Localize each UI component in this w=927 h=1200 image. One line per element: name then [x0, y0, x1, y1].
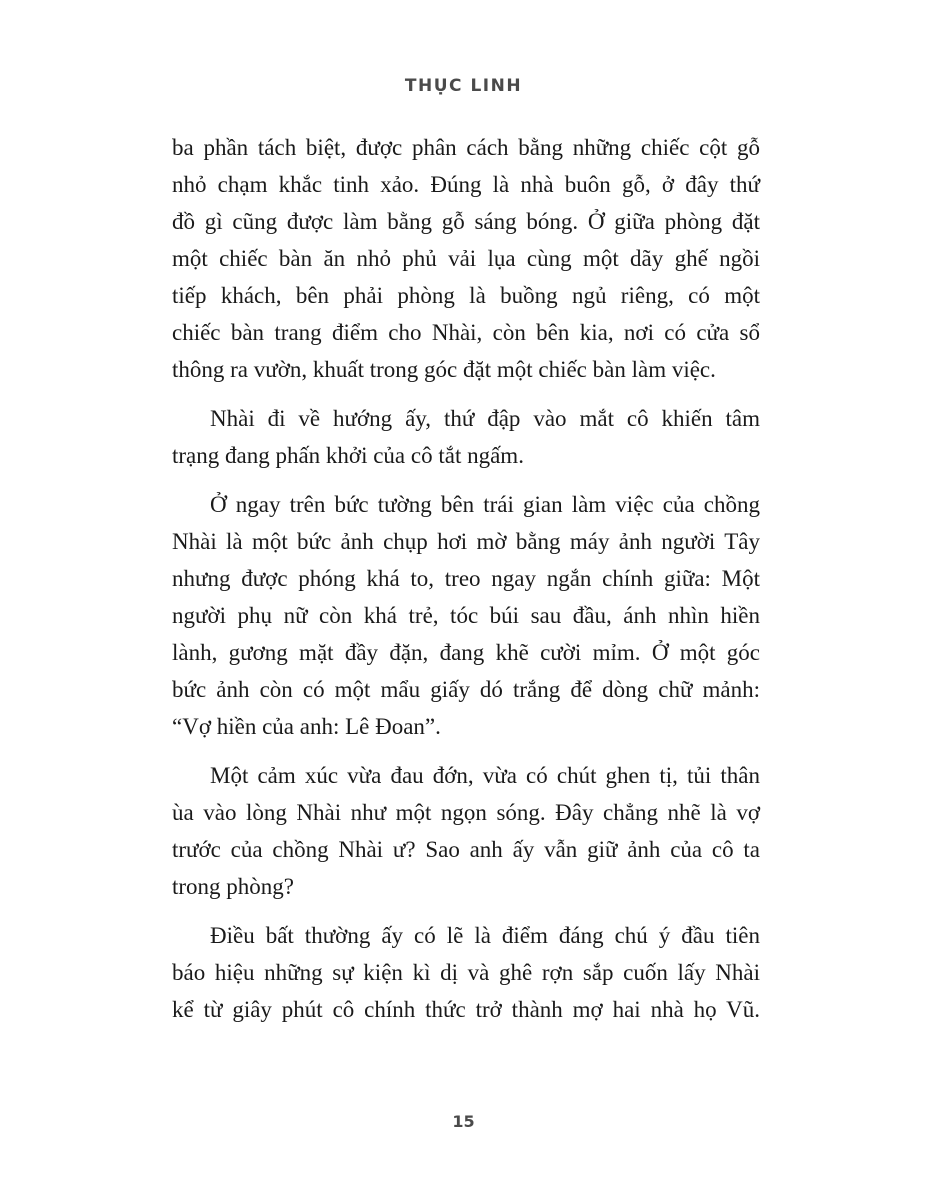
text-line: “Vợ hiền của anh: Lê Đoan”. — [172, 714, 441, 739]
text-line: chiếc bàn trang điểm cho Nhài, còn bên kia, nơi có cửa sổ — [172, 320, 760, 345]
text-line: trạng đang phấn khởi của cô tắt ngấm. — [172, 443, 524, 468]
text-line: Nhài là một bức ảnh chụp hơi mờ bằng máy ảnh người Tây — [172, 529, 760, 554]
paragraph — [172, 486, 760, 745]
running-header: THỤC LINH — [404, 76, 523, 96]
text-line: trước của chồng Nhài ư? Sao anh ấy vẫn giữ ảnh của cô ta — [172, 837, 760, 862]
text-line: nhỏ chạm khắc tinh xảo. Đúng là nhà buôn gỗ, ở đây thứ — [172, 172, 760, 197]
paragraph — [172, 757, 760, 905]
paragraph — [172, 129, 760, 388]
text-line: Một cảm xúc vừa đau đớn, vừa có chút ghen tị, tủi thân — [210, 763, 760, 788]
text-line: nhưng được phóng khá to, treo ngay ngắn chính giữa: Một — [172, 566, 760, 591]
text-line: Ở ngay trên bức tường bên trái gian làm việc của chồng — [210, 492, 760, 517]
text-line: Điều bất thường ấy có lẽ là điểm đáng chú ý đầu tiên — [210, 923, 760, 948]
text-line: bức ảnh còn có một mẩu giấy dó trắng để dòng chữ mảnh: — [172, 677, 760, 702]
paragraph — [172, 917, 760, 1028]
page-number: 15 — [452, 1112, 475, 1131]
text-line: đồ gì cũng được làm bằng gỗ sáng bóng. Ở giữa phòng đặt — [172, 209, 760, 234]
text-line: lành, gương mặt đầy đặn, đang khẽ cười mỉm. Ở một góc — [172, 640, 760, 665]
text-line: trong phòng? — [172, 874, 295, 899]
text-line: Nhài đi về hướng ấy, thứ đập vào mắt cô khiến tâm — [210, 406, 760, 431]
text-line: kể từ giây phút cô chính thức trở thành mợ hai nhà họ Vũ. — [172, 997, 760, 1022]
text-line: ba phần tách biệt, được phân cách bằng những chiếc cột gỗ — [172, 135, 760, 160]
text-line: tiếp khách, bên phải phòng là buồng ngủ riêng, có một — [172, 283, 760, 308]
text-line: ùa vào lòng Nhài như một ngọn sóng. Đây chẳng nhẽ là vợ — [172, 800, 760, 825]
text-line: thông ra vườn, khuất trong góc đặt một chiếc bàn làm việc. — [172, 357, 716, 382]
text-line: một chiếc bàn ăn nhỏ phủ vải lụa cùng một dãy ghế ngồi — [172, 246, 760, 271]
text-line: người phụ nữ còn khá trẻ, tóc búi sau đầu, ánh nhìn hiền — [172, 603, 760, 628]
text-line: báo hiệu những sự kiện kì dị và ghê rợn sắp cuốn lấy Nhài — [172, 960, 760, 985]
body-text — [172, 129, 760, 1040]
paragraph — [172, 400, 760, 474]
